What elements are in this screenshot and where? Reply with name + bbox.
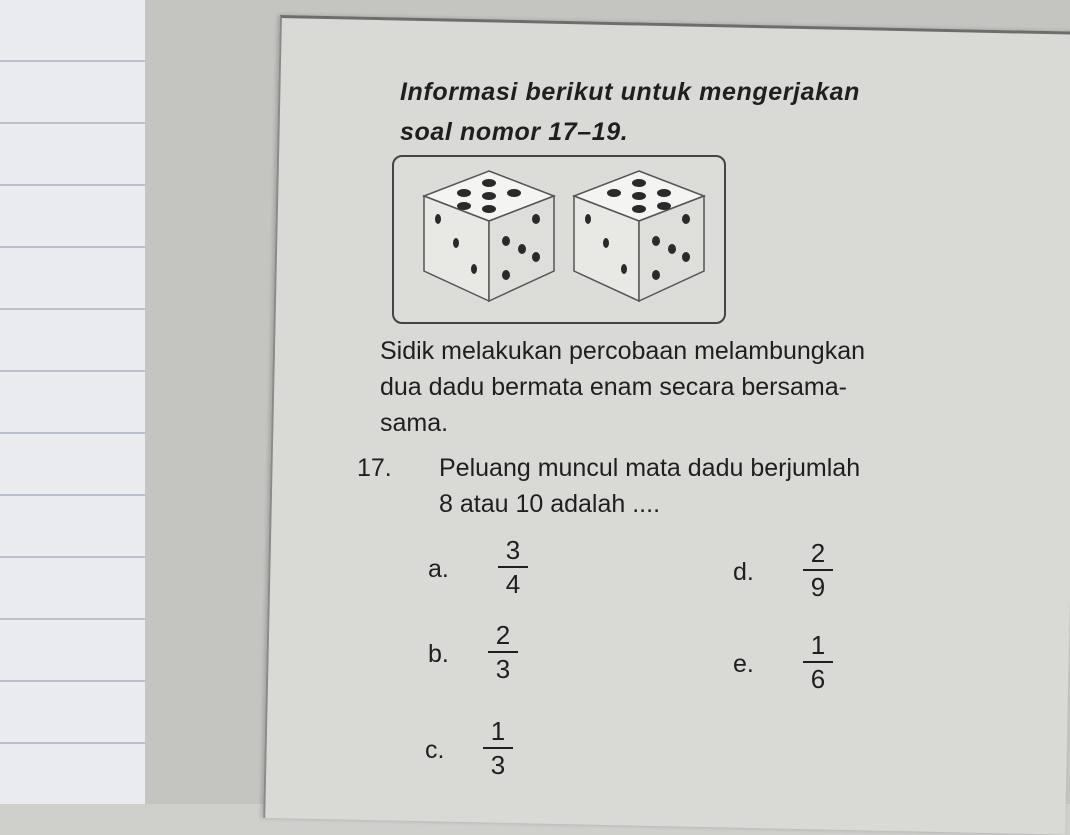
fraction-bar xyxy=(803,569,833,571)
question-line-1: Peluang muncul mata dadu berjumlah xyxy=(439,454,861,482)
option-label: b. xyxy=(428,640,449,668)
fraction-denominator: 3 xyxy=(495,654,511,684)
heading-line-1: Informasi berikut untuk mengerjakan xyxy=(400,78,860,106)
option-fraction xyxy=(483,716,513,780)
fraction-bar xyxy=(483,747,513,749)
fraction-denominator: 6 xyxy=(810,664,826,694)
dice-icon xyxy=(574,171,704,301)
fraction-bar xyxy=(803,661,833,663)
option-label: d. xyxy=(733,558,754,586)
question-number: 17. xyxy=(357,454,392,482)
option-fraction xyxy=(488,620,518,684)
fraction-numerator: 3 xyxy=(505,535,521,565)
option-label: c. xyxy=(425,736,445,764)
option-label: e. xyxy=(733,650,754,678)
problem-intro xyxy=(380,333,1020,441)
fraction-denominator: 3 xyxy=(490,750,506,780)
fraction-bar xyxy=(488,651,518,653)
intro-line-2: dua dadu bermata enam secara bersama- xyxy=(380,373,847,401)
option-fraction xyxy=(498,535,528,599)
fraction-numerator: 2 xyxy=(810,538,826,568)
dice-svg xyxy=(394,157,724,322)
fraction-numerator: 1 xyxy=(490,716,506,746)
heading-line-2: soal nomor 17–19. xyxy=(400,118,629,146)
fraction-denominator: 9 xyxy=(810,572,826,602)
dice-illustration xyxy=(392,155,726,324)
fraction-numerator: 1 xyxy=(810,630,826,660)
question-line-2: 8 atau 10 adalah .... xyxy=(439,490,661,518)
dice-icon xyxy=(424,171,554,301)
intro-line-3: sama. xyxy=(380,409,449,437)
option-fraction xyxy=(803,630,833,694)
option-fraction xyxy=(803,538,833,602)
fraction-denominator: 4 xyxy=(505,569,521,599)
fraction-numerator: 2 xyxy=(495,620,511,650)
option-label: a. xyxy=(428,555,449,583)
intro-line-1: Sidik melakukan percobaan melambungkan xyxy=(380,337,866,365)
fraction-bar xyxy=(498,566,528,568)
info-heading xyxy=(400,72,1000,152)
question-text xyxy=(439,450,999,522)
